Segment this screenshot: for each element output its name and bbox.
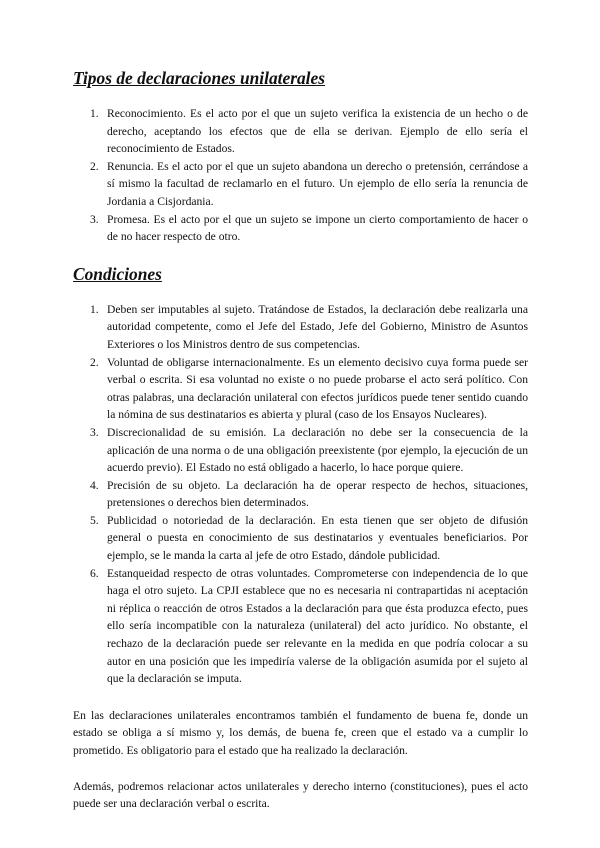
list-number: 5. <box>90 513 99 527</box>
paragraph-buena-fe: En las declaraciones unilaterales encontramos también el fundamento de buena fe, donde un estado se obliga a sí mismo y, los demás, de buena fe, creen que el estado va a cumplir lo prometido. Es obligatorio para el estado que ha realizado la declaración. <box>73 708 528 757</box>
list-item <box>73 477 528 512</box>
list-number: 1. <box>90 107 99 120</box>
document-page <box>73 70 528 831</box>
list-item <box>73 354 528 424</box>
list-item <box>73 565 528 688</box>
list-item <box>73 211 528 246</box>
list-item <box>73 424 528 477</box>
list-item <box>73 158 528 211</box>
list-item-text: Publicidad o notoriedad de la declaración. En esta tienen que ser objeto de difusión general o puesta en conocimiento de sus destinatarios y eventuales beneficiarios. Por ejemplo, se le manda la carta al jefe de otro Estado, dándole publicidad. <box>107 513 528 563</box>
list-item-text: Renuncia. Es el acto por el que un sujeto abandona un derecho o pretensión, cerrándose a sí mismo la facultad de reclamarlo en el futuro. Un ejemplo de ello sería la renuncia de Jordania a Cisjordania. <box>107 159 528 208</box>
list-tipos <box>73 105 528 246</box>
list-item-text: Estanqueidad respecto de otras voluntades. Comprometerse con independencia de lo que haga el otro sujeto. La CPJI establece que no es necesaria ni contrapartidas ni aceptación ni réplica o reacción de otros Estados a la declaración para que ésta produzca efecto, pues ello sería incompatible con la naturaleza (unilateral) del acto jurídico. No obstante, el rechazo de la declaración puede ser relevante en la medida en que podría colocar a su autor en una posición que les impediría valerse de la obligación asumida por el sujeto al que la declaración se imputa. <box>107 566 528 686</box>
list-condiciones <box>73 301 528 688</box>
list-item-text: Promesa. Es el acto por el que un sujeto se impone un cierto comportamiento de hacer o de no hacer respecto de otro. <box>107 212 528 244</box>
list-item-text: Discrecionalidad de su emisión. La declaración no debe ser la consecuencia de la aplicación de una norma o de una obligación preexistente (por ejemplo, la ejecución de un acuerdo previo). El Estado no está obligado a hacerlo, lo hace porque quiere. <box>107 425 528 475</box>
paragraph-derecho-interno: Además, podremos relacionar actos unilaterales y derecho interno (constituciones), pues el acto puede ser una declaración verbal o escrita. <box>73 779 528 811</box>
list-number: 3. <box>90 212 99 226</box>
list-number: 1. <box>90 302 99 316</box>
list-item <box>73 301 528 354</box>
list-number: 6. <box>90 566 99 580</box>
list-item-text: Reconocimiento. Es el acto por el que un sujeto verifica la existencia de un hecho o de derecho, aceptando los efectos que de ella se derivan. Ejemplo de ello sería el reconocimiento de Estados. <box>107 107 528 156</box>
list-item-text: Deben ser imputables al sujeto. Tratándose de Estados, la declaración debe realizarla una autoridad competente, como el Jefe del Estado, Jefe del Gobierno, Ministro de Asuntos Exteriores o los Ministros dentro de sus competencias. <box>107 302 528 351</box>
list-number: 3. <box>90 425 99 439</box>
list-item-text: Voluntad de obligarse internacionalmente. Es un elemento decisivo cuya forma puede ser verbal o escrita. Si esa voluntad no existe o no puede probarse el acto será político. Con otras palabras, una declaración unilateral con efectos jurídicos puede tener sentido cuando la nómina de sus destinatarios es abierta y plural (caso de los Ensayos Nucleares). <box>107 355 528 422</box>
list-item <box>73 512 528 565</box>
list-number: 4. <box>90 478 99 492</box>
list-item <box>73 105 528 158</box>
list-item-text: Precisión de su objeto. La declaración ha de operar respecto de hechos, situaciones, pretensiones o derechos bien determinados. <box>107 478 528 510</box>
list-number: 2. <box>90 355 99 369</box>
section-title-tipos: Tipos de declaraciones unilaterales <box>73 68 325 88</box>
list-number: 2. <box>90 159 99 173</box>
section-title-condiciones: Condiciones <box>73 263 162 284</box>
